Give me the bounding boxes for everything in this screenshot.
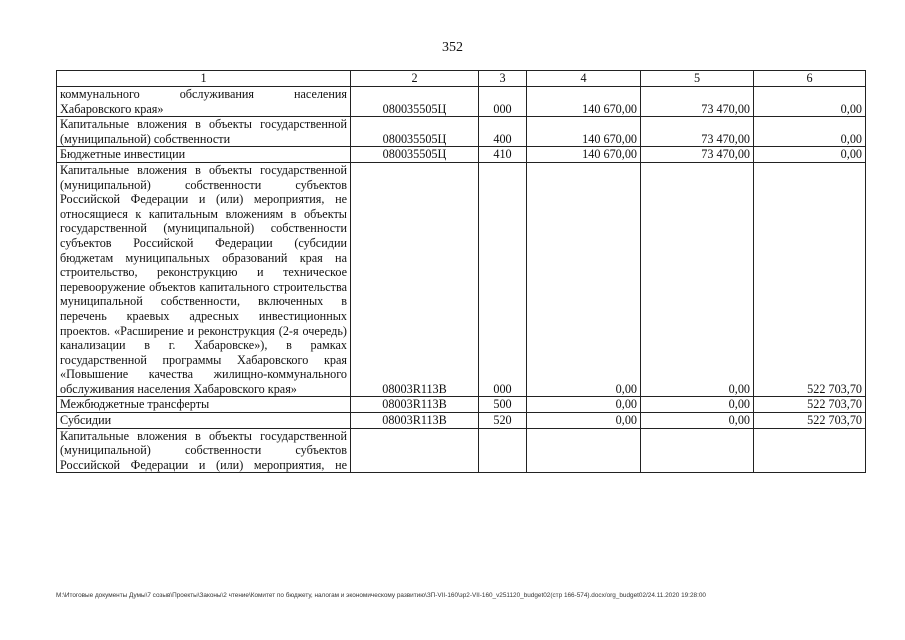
row-amount-col5: 73 470,00 bbox=[641, 147, 754, 163]
row-amount-col5 bbox=[641, 428, 754, 473]
row-amount-col5: 0,00 bbox=[641, 162, 754, 397]
row-amount-col5: 73 470,00 bbox=[641, 117, 754, 147]
row-amount-col4: 0,00 bbox=[527, 413, 641, 429]
row-expense-type: 410 bbox=[479, 147, 527, 163]
header-col-2: 2 bbox=[351, 71, 479, 87]
row-amount-col5: 0,00 bbox=[641, 397, 754, 413]
row-amount-col4: 140 670,00 bbox=[527, 117, 641, 147]
table-row bbox=[57, 147, 866, 163]
row-expense-type: 000 bbox=[479, 162, 527, 397]
table-row bbox=[57, 87, 866, 117]
row-amount-col6 bbox=[754, 428, 866, 473]
table-row bbox=[57, 428, 866, 473]
row-amount-col5: 0,00 bbox=[641, 413, 754, 429]
row-name: коммунального обслуживания населения Хабаровского края» bbox=[57, 87, 351, 117]
row-amount-col4: 140 670,00 bbox=[527, 87, 641, 117]
row-amount-col4: 0,00 bbox=[527, 397, 641, 413]
document-footer-path: M:\Итоговые документы Думы\7 созыв\Проекты\Законы\2 чтение\Комитет по бюджету, налогам и экономическому развитию\ЗП-VII-160\зр2-VII-160_v251120_budget02(стр 166-574).docx/org_budget02/24.11.2020 19:28:00 bbox=[56, 592, 706, 599]
table-row bbox=[57, 117, 866, 147]
row-amount-col6: 522 703,70 bbox=[754, 162, 866, 397]
row-amount-col6: 522 703,70 bbox=[754, 413, 866, 429]
header-col-1: 1 bbox=[57, 71, 351, 87]
row-name: Межбюджетные трансферты bbox=[57, 397, 351, 413]
row-amount-col6: 0,00 bbox=[754, 147, 866, 163]
row-target-code: 08003R113B bbox=[351, 397, 479, 413]
row-name: Капитальные вложения в объекты государственной (муниципальной) собственности субъектов Российской Федерации и (или) мероприятия, не bbox=[57, 428, 351, 473]
table-row bbox=[57, 162, 866, 397]
row-expense-type: 000 bbox=[479, 87, 527, 117]
table-header-row bbox=[57, 71, 866, 87]
page-number: 352 bbox=[442, 40, 463, 55]
row-target-code: 08003R113B bbox=[351, 162, 479, 397]
row-amount-col6: 0,00 bbox=[754, 117, 866, 147]
row-amount-col4 bbox=[527, 428, 641, 473]
header-col-5: 5 bbox=[641, 71, 754, 87]
budget-table bbox=[56, 70, 866, 473]
row-amount-col4: 140 670,00 bbox=[527, 147, 641, 163]
table-row bbox=[57, 413, 866, 429]
row-name: Капитальные вложения в объекты государственной (муниципальной) собственности bbox=[57, 117, 351, 147]
row-target-code: 080035505Ц bbox=[351, 117, 479, 147]
row-amount-col5: 73 470,00 bbox=[641, 87, 754, 117]
row-expense-type: 520 bbox=[479, 413, 527, 429]
row-name: Капитальные вложения в объекты государственной (муниципальной) собственности субъектов Российской Федерации и (или) мероприятия, не относящиеся к капитальным вложениям в объекты государственной (муниципальной) собственности субъектов Российской Федерации (субсидии бюджетам муниципальных образований края на строительство, реконструкцию и техническое перевооружение объектов капитального строительства муниципальной собственности, включенных в перечень краевых адресных инвестиционных проектов. «Расширение и реконструкция (2-я очередь) канализации в г. Хабаровске»), в рамках государственной программы Хабаровского края «Повышение качества жилищно-коммунального обслуживания населения Хабаровского края» bbox=[57, 162, 351, 397]
row-target-code: 080035505Ц bbox=[351, 87, 479, 117]
row-amount-col6: 522 703,70 bbox=[754, 397, 866, 413]
row-target-code: 080035505Ц bbox=[351, 147, 479, 163]
row-amount-col6: 0,00 bbox=[754, 87, 866, 117]
row-expense-type: 400 bbox=[479, 117, 527, 147]
row-name: Субсидии bbox=[57, 413, 351, 429]
row-expense-type: 500 bbox=[479, 397, 527, 413]
row-name: Бюджетные инвестиции bbox=[57, 147, 351, 163]
header-col-3: 3 bbox=[479, 71, 527, 87]
header-col-6: 6 bbox=[754, 71, 866, 87]
row-amount-col4: 0,00 bbox=[527, 162, 641, 397]
row-target-code bbox=[351, 428, 479, 473]
row-expense-type bbox=[479, 428, 527, 473]
row-target-code: 08003R113B bbox=[351, 413, 479, 429]
header-col-4: 4 bbox=[527, 71, 641, 87]
table-row bbox=[57, 397, 866, 413]
